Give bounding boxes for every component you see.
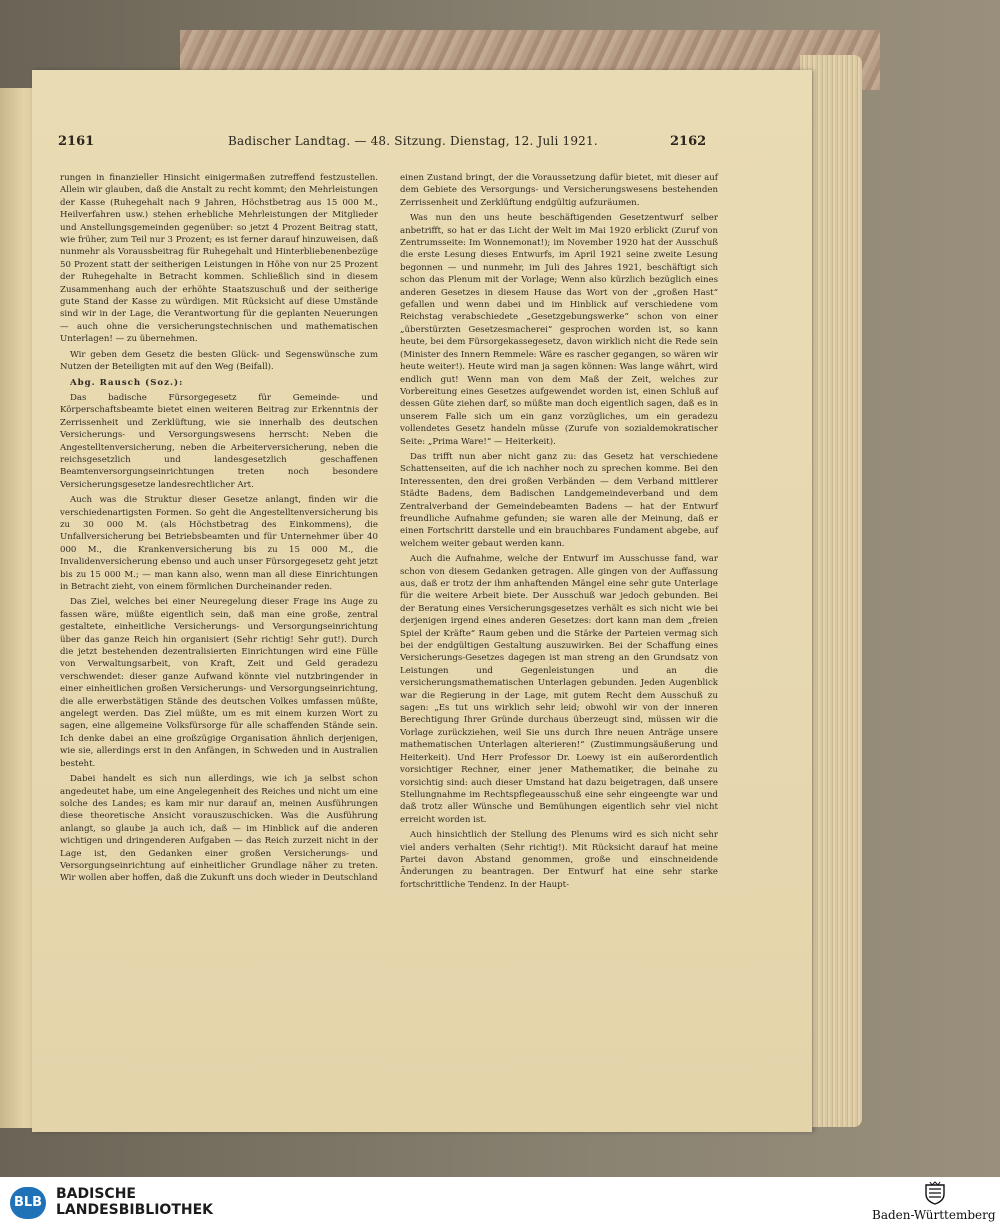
library-name-line2: LANDESBIBLIOTHEK — [56, 1202, 214, 1218]
coat-of-arms-icon — [924, 1181, 946, 1205]
page-number-left: 2161 — [58, 134, 95, 149]
paragraph: rungen in finanzieller Hinsicht einigermaßen zutreffend festzustellen. Allein wir glauben, daß die Anstalt zu recht kommt; den Mehrleistungen der Kasse (Ruhegehalt nach 9 Jahren, Höchstbetrag aus 15 000 M., Heilverfahren usw.) stehen erhebliche Mehrleistungen der Mitglieder und Anstellungsgemeinden gegenüber: so jetzt 4 Prozent Beitrag statt, wie früher, zum Teil nur 3 Prozent; es ist ferner darauf hinzuweisen, daß nunmehr als Voraussbeitrag für Ruhegehalt und Hinterbliebenenbezüge 50 Prozent statt der seitherigen Leistungen in Höhe von nur 25 Prozent der Ruhegehalte in Betracht kommen. Schließlich sind in diesem Zusammenhang auch der erhöhte Staatszuschuß und der seitherige gute Stand der Kasse zu würdigen. Mit Rücksicht auf diese Umstände sind wir in der Lage, die Verantwortung für die geplanten Neuerungen — auch ohne die versicherungstechnischen und mathematischen Unterlagen! — zu übernehmen. — [60, 173, 378, 345]
running-header — [58, 134, 707, 156]
paragraph: Dabei handelt es sich nun allerdings, wie ich ja selbst schon angedeutet habe, um eine Angelegenheit des Reiches und nicht um eine solche des Landes; es kam mir nur darauf an, meinen Ausführungen diese theoretische Ansicht vorauszuschicken. Was die Ausführung anlangt, so glaube ja auch ich, daß — im Hinblick auf die anderen wichtigen und dringenderen Aufgaben — das Reich zurzeit nicht in der Lage ist, den Gedanken einer großen Versicherungs- und Versorgungseinrichtung auf einheitlicher Grundlage näher zu treten. Wir wollen aber hoffen, daß die Zukunft uns doch wieder in Deutschland — [60, 774, 378, 884]
paragraph: Auch hinsichtlich der Stellung des Plenums wird es sich nicht sehr viel anders verhalten (Sehr richtig!). Mit Rücksicht darauf hat meine Partei davon Abstand genommen, große und einschneidende Änderungen zu beantragen. Der Entwurf hat eine sehr starke fortschrittliche Tendenz. In der Haupt- — [400, 830, 718, 890]
library-name-line1: BADISCHE — [56, 1186, 136, 1202]
paragraph: Was nun den uns heute beschäftigenden Gesetzentwurf selber anbetrifft, so hat er das Licht der Welt im Mai 1920 erblickt (Zuruf von Zentrumsseite: Im Wonnemonat!); im November 1920 hat der Ausschuß die erste Lesung dieses Entwurfs, im April 1921 seine zweite Lesung begonnen — und nunmehr, im Juli des Jahres 1921, beschäftigt sich schon das Plenum mit der Vorlage; Wenn also kürzlich bezüglich eines anderen Gesetzes in diesem Hause das Wort von der „großen Hast“ gefallen und wenn dabei und im Hinblick auf verschiedene vom Reichstag verabschiedete „Gesetzgebungswerke“ schon von einer „überstürzten Gesetzesmacherei“ gesprochen worden ist, so kann heute, bei dem Fürsorgekassegesetz, davon wirklich nicht die Rede sein (Minister des Innern Remmele: Wäre es rascher gegangen, so wären wir heute weiter!). Heute wird man ja sagen können: Was lange währt, wird endlich gut! Wenn man von dem Maß der Zeit, welches zur Vorbereitung eines Gesetzes aufgewendet worden ist, einen Schluß auf dessen Güte ziehen darf, so müßte man doch eigentlich sagen, daß es in unserem Falle sich um ein ganz vorzügliches, um ein geradezu vollendetes Gesetz handeln müsse (Zurufe von sozialdemokratischer Seite: „Prima Ware!“ — Heiterkeit). — [400, 213, 718, 447]
blb-logo[interactable]: BLB — [10, 1187, 46, 1219]
paragraph: Das badische Fürsorgegesetz für Gemeinde- und Körperschaftsbeamte bietet einen weiteren Beitrag zur Erkenntnis der Zerrissenheit und Zerklüftung, wie sie innerhalb des deutschen Versicherungs- und Versorgungswesens herrscht: Neben die Angestelltenversicherung, neben die Arbeiterversicherung, neben die reichsgesetzlich und landesgesetzlich geschaffenen Beamtenversorgungseinrichtungen treten noch besondere Versicherungsgesetze landesrechtlicher Art. — [60, 392, 378, 490]
library-name[interactable] — [56, 1186, 213, 1218]
paragraph: einen Zustand bringt, der die Voraussetzung dafür bietet, mit dieser auf dem Gebiete des Versorgungs- und Versicherungswesens bestehenden Zerrissenheit und Zerklüftung endgültig aufzuräumen. — [400, 173, 718, 208]
paragraph: Wir geben dem Gesetz die besten Glück- und Segenswünsche zum Nutzen der Beteiligten mit auf den Weg (Beifall). — [60, 349, 378, 373]
paragraph: Das trifft nun aber nicht ganz zu: das Gesetz hat verschiedene Schattenseiten, auf die ich nachher noch zu sprechen komme. Bei den Interessenten, den drei großen Verbänden — dem Verband mittlerer Städte Badens, dem Badischen Landgemeindeverband und dem Zentralverband der Gemeindebeamten Badens — hat der Entwurf freundliche Aufnahme gefunden; sie waren alle der Meinung, daß er einen Fortschritt darstelle und ein brauchbares Fundament abgebe, auf welchem weiter gebaut werden kann. — [400, 451, 718, 549]
paragraph: Das Ziel, welches bei einer Neuregelung dieser Frage ins Auge zu fassen wäre, müßte eigentlich sein, daß man eine große, zentral gestaltete, einheitliche Versicherungs- und Versorgungseinrichtung über das ganze Reich hin organisiert (Sehr richtig! Sehr gut!). Durch die jetzt bestehenden dezentralisierten Einrichtungen wird eine Fülle von Verwaltungsarbeit, von Kraft, Zeit und Geld geradezu verschwendet: dieser ganze Aufwand könnte viel nutzbringender in einer einheitlichen großen Versicherungs- und Versorgungseinrichtung, die alle erwerbstätigen Stände des deutschen Volkes umfassen müßte, angelegt werden. Das Ziel müßte, um es mit einem kurzen Wort zu sagen, eine allgemeine Volksfürsorge für alle schaffenden Stände sein. Ich denke dabei an eine großzügige Organisation ähnlich derjenigen, wie sie, allerdings erst in den Anfängen, in Schweden und in Australien besteht. — [60, 597, 378, 769]
library-footer — [0, 1177, 1000, 1227]
paragraph: Auch was die Struktur dieser Gesetze anlangt, finden wir die verschiedenartigsten Formen. So geht die Angestelltenversicherung bis zu 30 000 M. (als Höchstbetrag des Einkommens), die Unfallversicherung bei Betriebsbeamten und für Unternehmer über 40 000 M., die Krankenversicherung bis zu 15 000 M., die Invalidenversicherung ebenso und auch unser Fürsorgegesetz geht jetzt bis zu 15 000 M.; — man kann also, wenn man all diese Einrichtungen in Betracht zieht, von einem förmlichen Durcheinander reden. — [60, 495, 378, 592]
header-title: Badischer Landtag. — 48. Sitzung. Dienstag, 12. Juli 1921. — [228, 134, 598, 148]
text-column-left — [60, 172, 378, 888]
paragraph: Auch die Aufnahme, welche der Entwurf im Ausschusse fand, war schon von diesem Gedanken getragen. Alle gingen von der Auffassung aus, daß er trotz der ihm anhaftenden Mängel eine sehr gute Unterlage für die weitere Arbeit biete. Der Ausschuß war jedoch gebunden. Bei der Beratung eines Versicherungsgesetzes verhält es sich nicht wie bei derjenigen irgend eines anderen Gesetzes: dort kann man dem „freien Spiel der Kräfte“ Raum geben und die Stärke der Parteien vermag sich bei der endgültigen Gestaltung auszuwirken. Bei der Schaffung eines Versicherungs-Gesetzes dagegen ist man streng an den Grundsatz von Leistungen und Gegenleistungen und an die versicherungsmathematischen Unterlagen gebunden. Jeden Augenblick war die Regierung in der Lage, mit gutem Recht dem Ausschuß zu sagen: „Es tut uns wirklich sehr leid; obwohl wir von der inneren Berechtigung Ihrer Gründe durchaus überzeugt sind, müssen wir die Vorlage zurückziehen, weil Sie uns durch Ihre neuen Anträge unsere mathematischen Unterlagen alterieren!“ (Zustimmungsäußerung und Heiterkeit). Und Herr Professor Dr. Loewy ist ein außerordentlich vorsichtiger Rechner, einer jener Mathematiker, die beinahe zu vorsichtig sind: auch dieser Umstand hat dazu beigetragen, daß unsere Stellungnahme im Rechtspflegeausschuß eine sehr eingeengte war und daß trotz aller Wünsche und Bemühungen eigentlich sehr viel nicht erreicht worden ist. — [400, 554, 718, 825]
state-label: Baden-Württemberg — [872, 1208, 996, 1222]
page-number-right: 2162 — [670, 134, 707, 149]
speaker-line: Abg. Rausch (Soz.): — [70, 377, 184, 388]
text-column-right — [400, 172, 718, 894]
